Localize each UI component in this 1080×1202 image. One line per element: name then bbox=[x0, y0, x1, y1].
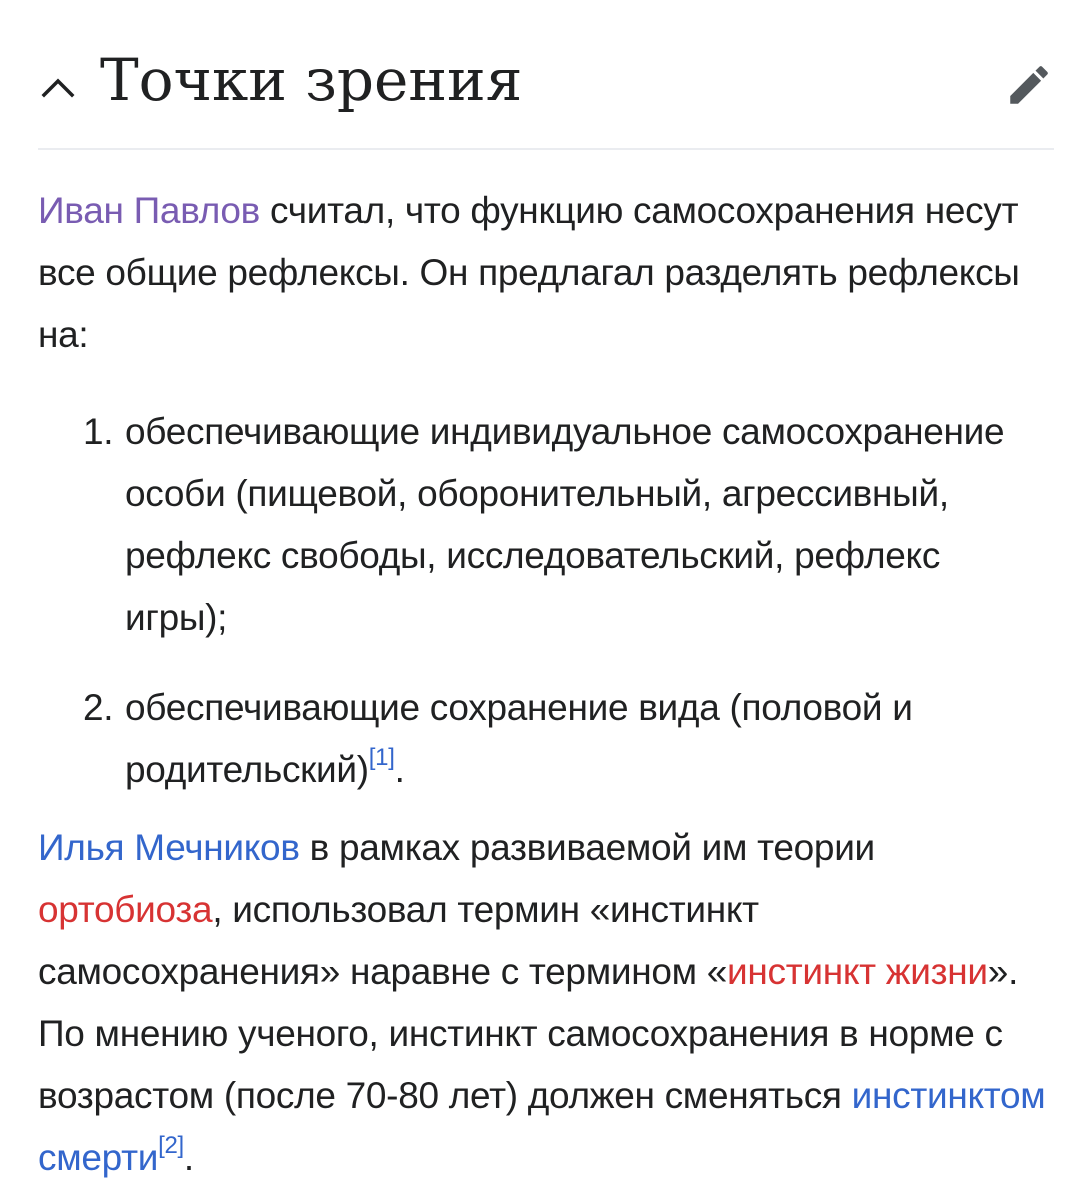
paragraph-mechnikov bbox=[38, 817, 1048, 1189]
list-item bbox=[38, 401, 1048, 649]
link-ortobioz[interactable]: ортобиоза bbox=[38, 889, 213, 930]
link-instinct-of-life[interactable]: инстинкт жизни bbox=[727, 951, 988, 992]
collapse-section-button[interactable] bbox=[38, 68, 78, 108]
reflex-list bbox=[38, 401, 1048, 801]
list-item-tail: . bbox=[394, 749, 405, 790]
paragraph-text: , использовал термин «инстинкт самосохранения» наравне с термином « bbox=[38, 889, 759, 992]
link-ivan-pavlov[interactable]: Иван Павлов bbox=[38, 190, 261, 231]
paragraph-tail: . bbox=[183, 1137, 194, 1178]
list-item bbox=[38, 677, 1048, 801]
reference-1 bbox=[369, 744, 395, 771]
paragraph-text: считал, что функцию самосохранения несут все общие рефлексы. Он предлагал разделять рефлексы на: bbox=[38, 190, 1020, 355]
list-number: 1. bbox=[83, 411, 114, 452]
paragraph-text: в рамках развиваемой им теории bbox=[299, 827, 875, 868]
section-header bbox=[38, 30, 1054, 150]
chevron-up-icon bbox=[38, 68, 78, 108]
list-item-text: обеспечивающие индивидуальное самосохранение особи (пищевой, оборонительный, агрессивный, рефлекс свободы, исследовательский, рефлекс игры); bbox=[125, 411, 1005, 638]
list-item-text: обеспечивающие сохранение вида (половой и родительский) bbox=[125, 687, 913, 790]
section-title: Точки зрения bbox=[100, 46, 523, 114]
reference-link-2[interactable]: [2] bbox=[158, 1131, 184, 1159]
link-ilya-mechnikov[interactable]: Илья Мечников bbox=[38, 827, 300, 868]
reference-2 bbox=[158, 1132, 184, 1159]
list-number: 2. bbox=[83, 687, 114, 728]
section-content bbox=[38, 180, 1048, 1189]
paragraph-pavlov bbox=[38, 180, 1048, 366]
link-death-instinct[interactable]: инстинктом смерти bbox=[38, 1075, 1046, 1178]
edit-section-button[interactable] bbox=[1004, 60, 1054, 110]
reference-link-1[interactable]: [1] bbox=[368, 743, 395, 771]
paragraph-text: ». По мнению ученого, инстинкт самосохранения в норме с возрастом (после 70-80 лет) должен сменяться bbox=[38, 951, 1019, 1116]
pencil-icon bbox=[1004, 60, 1054, 110]
